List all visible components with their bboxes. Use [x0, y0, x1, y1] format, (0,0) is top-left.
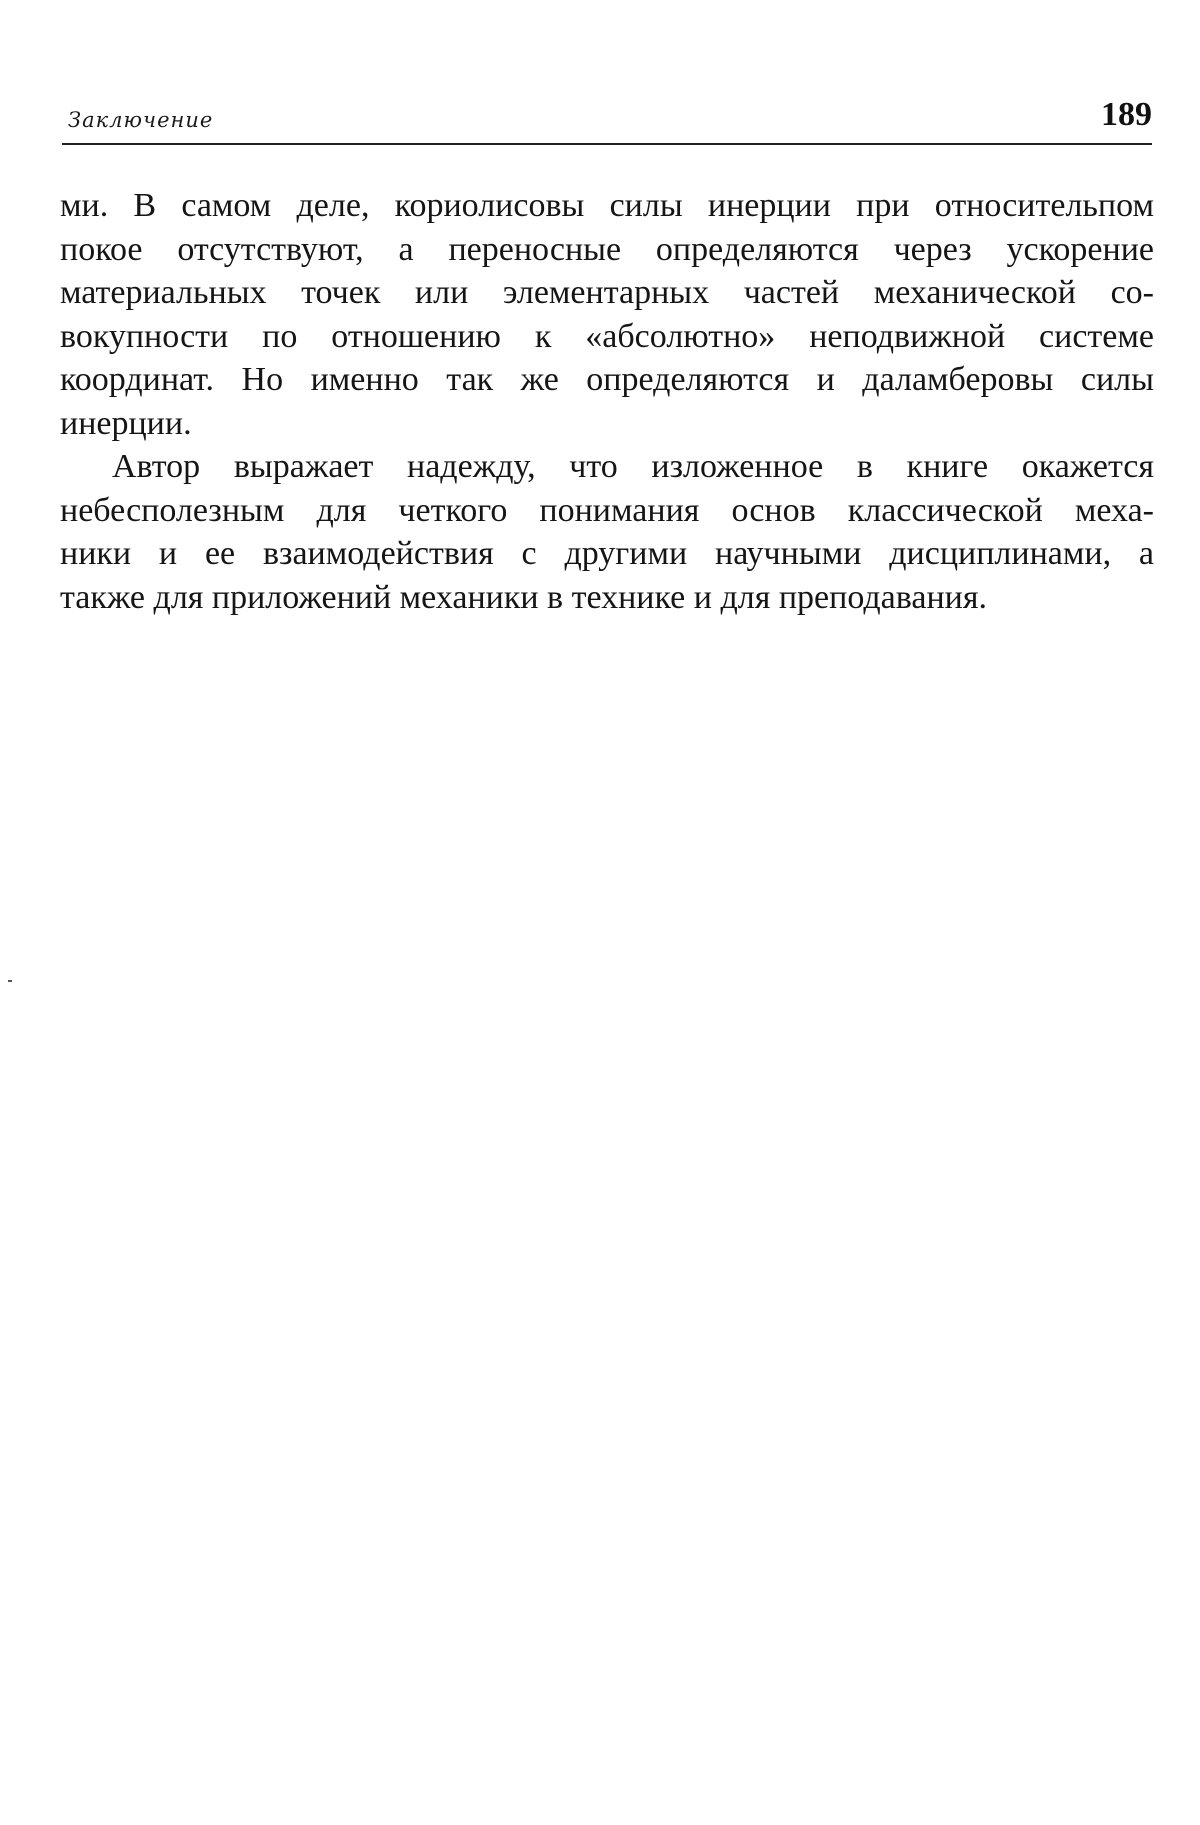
- text-line: вокупности по отношению к «абсолютно» неподвижной системе: [60, 317, 1154, 355]
- text-line: небесполезным для четкого понимания основ классической меха-: [60, 491, 1154, 529]
- text-line: Автор выражает надежду, что изложенное в книге окажется: [112, 448, 1154, 485]
- paragraph-1: [60, 184, 1154, 445]
- text-line: координат. Но именно так же определяются и даламберовы силы: [60, 361, 1154, 398]
- text-line: также для приложений механики в технике и для преподавания.: [60, 578, 987, 616]
- body-text: [60, 184, 1154, 619]
- section-title: Заключение: [68, 108, 214, 132]
- text-line: ми. В самом деле, кориолисовы силы инерции при относительпом: [60, 187, 1154, 224]
- page-number: 189: [1101, 96, 1152, 133]
- running-header: [62, 96, 1152, 148]
- scan-speck: [8, 980, 12, 982]
- text-line: покое отсутствуют, а переносные определяются через ускорение: [60, 230, 1154, 268]
- header-rule: [62, 143, 1152, 145]
- text-line: ники и ее взаимодействия с другими научными дисциплинами, а: [60, 535, 1154, 572]
- paragraph-2: [60, 445, 1154, 619]
- text-line: материальных точек или элементарных частей механической со-: [60, 274, 1154, 311]
- text-line: инерции.: [60, 404, 192, 442]
